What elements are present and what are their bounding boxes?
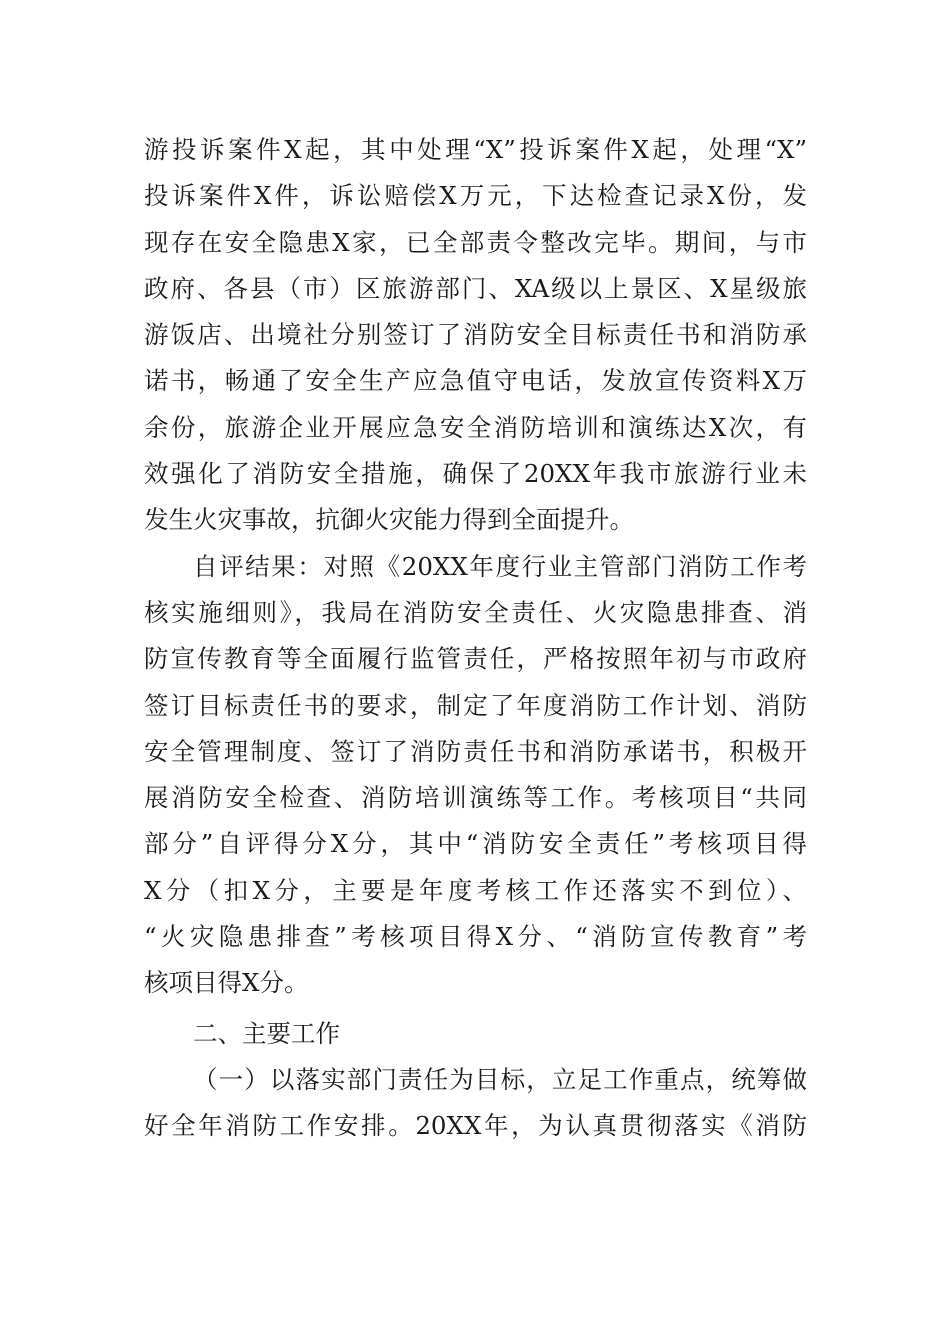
text-line: X分（扣X分，主要是年度考核工作还落实不到位）、 — [144, 875, 807, 905]
text-line: （一）以落实部门责任为目标，立足工作重点，统筹做 — [193, 1064, 807, 1094]
text-line: 展消防安全检查、消防培训演练等工作。考核项目“共同 — [144, 783, 807, 813]
section-heading: 二、主要工作 — [193, 1018, 340, 1048]
text-line: 自评结果：对照《20XX年度行业主管部门消防工作考 — [193, 551, 807, 581]
text-line: 诺书，畅通了安全生产应急值守电话，发放宣传资料X万 — [144, 366, 807, 396]
document-body — [144, 127, 807, 1150]
text-line: 游投诉案件X起，其中处理“X”投诉案件X起，处理“X” — [144, 135, 807, 164]
text-line: 现存在安全隐患X家，已全部责令整改完毕。期间，与市 — [144, 227, 807, 257]
text-line: 政府、各县（市）区旅游部门、XA级以上景区、X星级旅 — [144, 273, 807, 303]
text-line: “火灾隐患排查”考核项目得X分、“消防宣传教育”考 — [144, 922, 807, 952]
text-line: 发生火灾事故，抗御火灾能力得到全面提升。 — [144, 505, 634, 535]
text-line: 核项目得X分。 — [144, 968, 309, 998]
paragraph-self-evaluation — [144, 544, 807, 1007]
text-line: 效强化了消防安全措施，确保了20XX年我市旅游行业未 — [144, 459, 807, 489]
text-line: 游饭店、出境社分别签订了消防安全目标责任书和消防承 — [144, 320, 807, 350]
text-line: 余份，旅游企业开展应急安全消防培训和演练达X次，有 — [144, 412, 807, 442]
text-line: 防宣传教育等全面履行监管责任，严格按照年初与市政府 — [144, 644, 807, 674]
text-line: 签订目标责任书的要求，制定了年度消防工作计划、消防 — [144, 690, 807, 720]
text-line: 好全年消防工作安排。20XX年，为认真贯彻落实《消防 — [144, 1111, 807, 1141]
paragraph-main-work-1 — [144, 1057, 807, 1150]
text-line: 核实施细则》，我局在消防安全责任、火灾隐患排查、消 — [144, 597, 807, 627]
paragraph-inspection-results — [144, 127, 807, 544]
text-line: 投诉案件X件，诉讼赔偿X万元，下达检查记录X份，发 — [144, 181, 807, 211]
text-line: 安全管理制度、签订了消防责任书和消防承诺书，积极开 — [144, 736, 807, 766]
text-line: 部分”自评得分X分，其中“消防安全责任”考核项目得 — [144, 829, 807, 859]
